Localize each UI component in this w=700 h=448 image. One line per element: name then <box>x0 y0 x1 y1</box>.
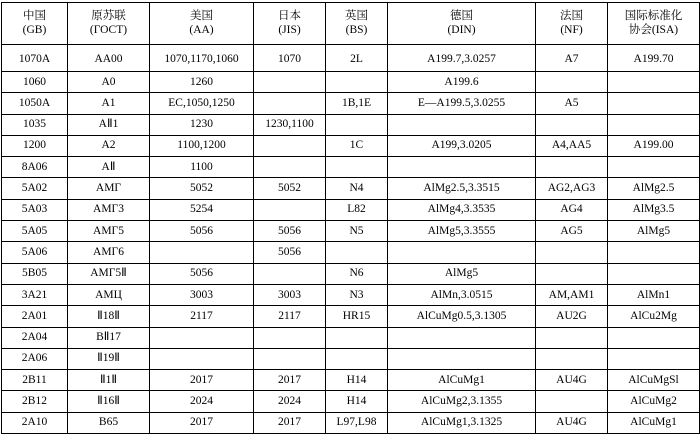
table-row <box>2 306 700 327</box>
table-cell: AlCuMg1 <box>388 370 536 391</box>
table-cell: Ⅱ1Ⅱ <box>68 370 150 391</box>
table-cell: AG4 <box>536 199 608 220</box>
table-cell <box>254 327 326 348</box>
column-header-isa <box>608 3 700 45</box>
table-cell: 1230,1100 <box>254 114 326 135</box>
table-row <box>2 114 700 135</box>
table-cell: AA00 <box>68 45 150 72</box>
table-cell <box>536 242 608 263</box>
table-cell <box>326 157 388 178</box>
table-cell: A199.00 <box>608 135 700 156</box>
table-cell: A2 <box>68 135 150 156</box>
header-row <box>2 3 700 45</box>
table-cell: Ⅱ18Ⅱ <box>68 306 150 327</box>
table-row <box>2 263 700 284</box>
table-cell: 2017 <box>150 412 254 433</box>
table-cell: 1C <box>326 135 388 156</box>
table-cell <box>608 72 700 93</box>
column-header-line1: 英国 <box>345 10 368 23</box>
table-cell: 2A01 <box>2 306 68 327</box>
table-cell: AMЦ <box>68 284 150 305</box>
table-cell <box>326 327 388 348</box>
table-cell: AlMn1 <box>608 284 700 305</box>
column-header-line1: 中国 <box>23 10 46 23</box>
table-cell <box>326 242 388 263</box>
column-header-line2: (AA) <box>189 23 214 36</box>
table-cell: 5052 <box>254 178 326 199</box>
table-cell: L97,L98 <box>326 412 388 433</box>
table-cell <box>608 348 700 369</box>
table-cell: L82 <box>326 199 388 220</box>
table-cell <box>536 391 608 412</box>
table-cell: A199.7,3.0257 <box>388 45 536 72</box>
table-cell: AU4G <box>536 412 608 433</box>
column-header-line1: 美国 <box>190 10 213 23</box>
table-cell: 3A21 <box>2 284 68 305</box>
table-cell: 2024 <box>150 391 254 412</box>
table-row <box>2 72 700 93</box>
column-header-usa <box>150 3 254 45</box>
table-row <box>2 45 700 72</box>
table-cell: N5 <box>326 221 388 242</box>
table-cell: 5B05 <box>2 263 68 284</box>
table-body <box>2 45 700 434</box>
table-cell: 3003 <box>254 284 326 305</box>
table-cell: 2017 <box>254 370 326 391</box>
table-cell: 5A05 <box>2 221 68 242</box>
table-cell <box>536 327 608 348</box>
table-cell <box>536 263 608 284</box>
table-cell: 2B12 <box>2 391 68 412</box>
table-cell: AlCu2Mg <box>608 306 700 327</box>
table-cell: 2017 <box>254 412 326 433</box>
table-cell: A7 <box>536 45 608 72</box>
table-cell <box>536 157 608 178</box>
table-cell: AG2,AG3 <box>536 178 608 199</box>
column-header-line2: (NF) <box>560 23 583 36</box>
column-header-line1: 原苏联 <box>91 10 126 23</box>
table-cell: 2117 <box>254 306 326 327</box>
table-cell <box>388 157 536 178</box>
table-cell <box>608 263 700 284</box>
column-header-line2: 协会(ISA) <box>628 23 679 36</box>
table-cell: AlCuMg0.5,3.1305 <box>388 306 536 327</box>
table-cell: H14 <box>326 391 388 412</box>
table-cell: AMГ3 <box>68 199 150 220</box>
table-cell: AM,AM1 <box>536 284 608 305</box>
table-cell: 1B,1E <box>326 93 388 114</box>
column-header-line1: 德国 <box>450 10 473 23</box>
table-row <box>2 391 700 412</box>
table-row <box>2 242 700 263</box>
table-cell: AlCuMgSl <box>608 370 700 391</box>
table-cell: 5A06 <box>2 242 68 263</box>
table-cell: AlCuMg1,3.1325 <box>388 412 536 433</box>
table-cell: AⅡ <box>68 157 150 178</box>
table-cell <box>254 135 326 156</box>
table-cell: A5 <box>536 93 608 114</box>
table-cell <box>388 114 536 135</box>
table-cell: AlMg5 <box>388 263 536 284</box>
table-cell: E—A199.5,3.0255 <box>388 93 536 114</box>
table-row <box>2 199 700 220</box>
table-cell: 2017 <box>150 370 254 391</box>
table-cell <box>536 114 608 135</box>
table-cell: 2B11 <box>2 370 68 391</box>
table-cell: 5056 <box>254 242 326 263</box>
table-cell: 1035 <box>2 114 68 135</box>
column-header-line1: 法国 <box>560 10 583 23</box>
table-cell <box>608 93 700 114</box>
table-cell: A199.6 <box>388 72 536 93</box>
table-row <box>2 135 700 156</box>
column-header-japan <box>254 3 326 45</box>
table-cell: 5056 <box>150 263 254 284</box>
column-header-line1: 日本 <box>278 10 301 23</box>
table-row <box>2 348 700 369</box>
column-header-line2: (JIS) <box>278 23 301 36</box>
table-row <box>2 327 700 348</box>
table-cell: AMГ <box>68 178 150 199</box>
table-cell: AlMg2.5 <box>608 178 700 199</box>
table-cell: 1260 <box>150 72 254 93</box>
column-header-line2: (ГОСТ) <box>89 23 128 36</box>
table-cell: Ⅱ19Ⅱ <box>68 348 150 369</box>
table-cell <box>254 263 326 284</box>
table-cell: A199.70 <box>608 45 700 72</box>
table-cell: 1230 <box>150 114 254 135</box>
table-cell: AMГ5 <box>68 221 150 242</box>
table-cell: AlCuMg1 <box>608 412 700 433</box>
column-header-line2: (DIN) <box>447 23 476 36</box>
document-page <box>0 2 700 448</box>
table-cell <box>536 348 608 369</box>
table-cell: HR15 <box>326 306 388 327</box>
table-cell: 2A10 <box>2 412 68 433</box>
table-cell <box>254 199 326 220</box>
table-cell: AlMg5 <box>608 221 700 242</box>
column-header-china <box>2 3 68 45</box>
column-header-line1: 国际标准化 <box>624 10 683 23</box>
table-row <box>2 412 700 433</box>
table-cell <box>388 242 536 263</box>
table-cell <box>150 242 254 263</box>
table-cell <box>608 327 700 348</box>
table-cell: AG5 <box>536 221 608 242</box>
column-header-line2: (BS) <box>345 23 368 36</box>
table-cell <box>608 242 700 263</box>
table-cell: 1050A <box>2 93 68 114</box>
table-cell: 5A03 <box>2 199 68 220</box>
table-cell: 2117 <box>150 306 254 327</box>
table-cell <box>150 327 254 348</box>
table-cell: N4 <box>326 178 388 199</box>
table-row <box>2 221 700 242</box>
table-cell <box>608 114 700 135</box>
table-cell: 5056 <box>254 221 326 242</box>
table-row <box>2 284 700 305</box>
table-cell: AlMg4,3.3535 <box>388 199 536 220</box>
table-cell: AlCuMg2 <box>608 391 700 412</box>
table-cell <box>326 348 388 369</box>
table-cell: AlMg3.5 <box>608 199 700 220</box>
column-header-line2: (GB) <box>22 23 47 36</box>
table-cell: N6 <box>326 263 388 284</box>
table-cell <box>388 327 536 348</box>
table-row <box>2 157 700 178</box>
column-header-uk <box>326 3 388 45</box>
table-cell: A4,AA5 <box>536 135 608 156</box>
column-header-ussr <box>68 3 150 45</box>
table-cell: 8A06 <box>2 157 68 178</box>
table-cell <box>254 348 326 369</box>
table-cell <box>254 93 326 114</box>
table-cell: N3 <box>326 284 388 305</box>
table-cell: 5052 <box>150 178 254 199</box>
table-cell <box>536 72 608 93</box>
table-row <box>2 370 700 391</box>
table-cell <box>326 72 388 93</box>
table-cell: 2A04 <box>2 327 68 348</box>
table-cell <box>608 157 700 178</box>
table-cell: 5254 <box>150 199 254 220</box>
table-cell: AlMn,3.0515 <box>388 284 536 305</box>
table-cell: B65 <box>68 412 150 433</box>
table-cell <box>388 348 536 369</box>
table-cell: 1060 <box>2 72 68 93</box>
column-header-france <box>536 3 608 45</box>
table-row <box>2 178 700 199</box>
table-cell: Ⅱ16Ⅱ <box>68 391 150 412</box>
table-cell: 1100,1200 <box>150 135 254 156</box>
table-cell <box>150 348 254 369</box>
table-cell: AU4G <box>536 370 608 391</box>
table-cell <box>254 157 326 178</box>
table-cell: H14 <box>326 370 388 391</box>
table-cell: A1 <box>68 93 150 114</box>
table-cell: AⅡ1 <box>68 114 150 135</box>
table-cell: 2024 <box>254 391 326 412</box>
table-cell: AlMg5,3.3555 <box>388 221 536 242</box>
table-cell: 3003 <box>150 284 254 305</box>
table-cell: 1070 <box>254 45 326 72</box>
table-cell: 5056 <box>150 221 254 242</box>
alloy-designation-table <box>1 2 700 434</box>
table-cell: AlCuMg2,3.1355 <box>388 391 536 412</box>
table-cell: AMГ5Ⅱ <box>68 263 150 284</box>
table-cell <box>326 114 388 135</box>
table-cell: AU2G <box>536 306 608 327</box>
table-cell: AlMg2.5,3.3515 <box>388 178 536 199</box>
table-cell: 1070A <box>2 45 68 72</box>
table-cell: 1100 <box>150 157 254 178</box>
table-header <box>2 3 700 45</box>
table-cell: AMГ6 <box>68 242 150 263</box>
table-cell: A0 <box>68 72 150 93</box>
table-cell: A199,3.0205 <box>388 135 536 156</box>
table-cell <box>254 72 326 93</box>
table-cell: BⅡ17 <box>68 327 150 348</box>
column-header-germany <box>388 3 536 45</box>
table-cell: EC,1050,1250 <box>150 93 254 114</box>
table-cell: 2A06 <box>2 348 68 369</box>
table-row <box>2 93 700 114</box>
table-cell: 5A02 <box>2 178 68 199</box>
table-cell: 1200 <box>2 135 68 156</box>
table-cell: 2L <box>326 45 388 72</box>
table-cell: 1070,1170,1060 <box>150 45 254 72</box>
